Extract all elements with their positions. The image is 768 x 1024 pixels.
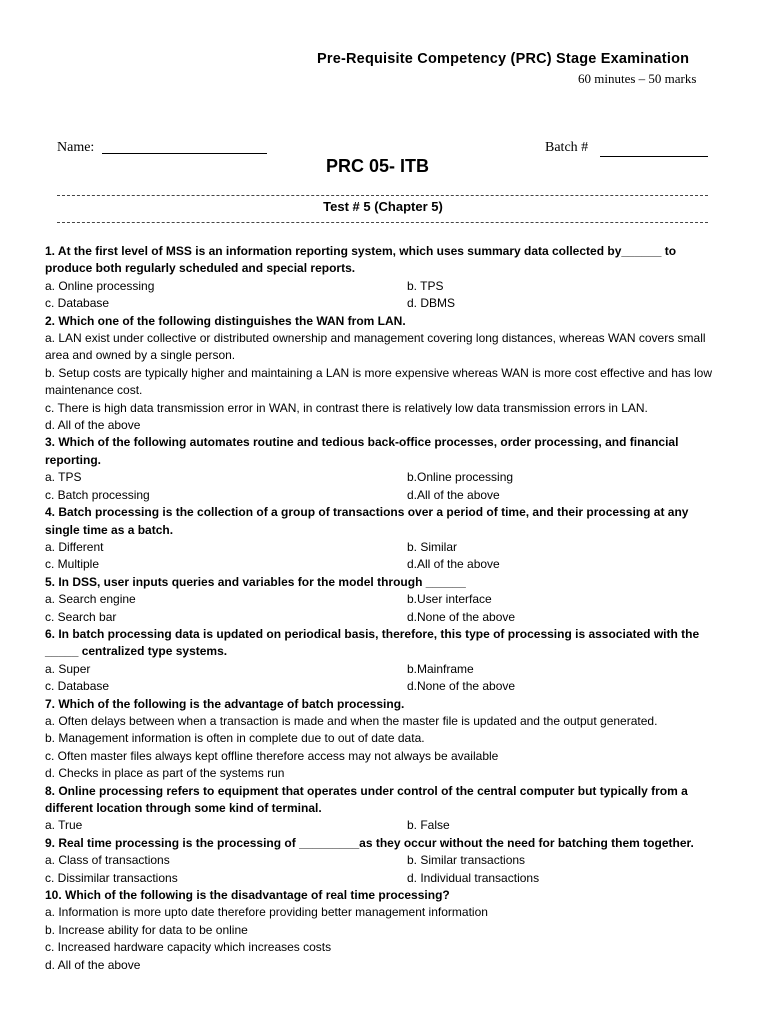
exam-duration-marks: 60 minutes – 50 marks [578, 71, 697, 86]
divider-bottom [57, 222, 708, 223]
question-text: 10. Which of the following is the disadvantage of real time processing? [45, 888, 450, 903]
answer-options [45, 852, 725, 887]
name-label: Name: [57, 140, 95, 155]
name-blank-line [102, 153, 267, 154]
answer-option: b.Mainframe [407, 661, 474, 676]
exam-title: Pre-Requisite Competency (PRC) Stage Examination [317, 51, 690, 67]
batch-field [545, 140, 588, 156]
question-text: 4. Batch processing is the collection of a group of transactions over a period of time, and their processing at any single time as a batch. [45, 505, 689, 537]
answer-option: b. TPS [407, 278, 444, 293]
answer-option: b. Similar [407, 539, 458, 554]
question-block [45, 835, 725, 887]
answer-option: b. Similar transactions [407, 853, 526, 868]
answer-option: a. Information is more upto date therefore providing better management information [45, 905, 488, 920]
answer-option: c. Batch processing [45, 487, 150, 502]
answer-option: a. Different [45, 539, 104, 554]
answer-option: d. DBMS [407, 296, 456, 311]
answer-option: c. Multiple [45, 557, 100, 572]
answer-options [45, 469, 725, 504]
question-text: 6. In batch processing data is updated on periodical basis, therefore, this type of processing is associated with the _____ centralized type systems. [45, 626, 700, 659]
question-block [45, 783, 725, 835]
answer-option: d. All of the above [45, 418, 141, 433]
answer-option: d.None of the above [407, 679, 516, 694]
answer-options [45, 278, 725, 313]
question-block [45, 574, 725, 626]
question-text: 7. Which of the following is the advantage of batch processing. [45, 696, 405, 711]
question-block [45, 434, 725, 504]
answer-option: c. Often master files always kept offline therefore access may not always be available [45, 748, 499, 763]
divider-top [57, 195, 708, 196]
answer-options [45, 904, 725, 974]
question-block [45, 626, 725, 696]
answer-option: d. Individual transactions [407, 870, 540, 885]
answer-options [45, 817, 725, 834]
answer-option: a. True [45, 818, 83, 833]
answer-option: b.Online processing [407, 470, 514, 485]
answer-options [45, 330, 725, 434]
answer-option: a. Search engine [45, 592, 136, 607]
question-list [45, 243, 725, 974]
question-text: 2. Which one of the following distinguishes the WAN from LAN. [45, 313, 406, 328]
answer-option: b. False [407, 818, 450, 833]
answer-option: d.None of the above [407, 609, 516, 624]
answer-option: c. Dissimilar transactions [45, 870, 178, 885]
answer-option: d.All of the above [407, 487, 500, 502]
answer-option: a. Class of transactions [45, 853, 170, 868]
answer-option: c. Database [45, 679, 110, 694]
answer-option: c. There is high data transmission error in WAN, in contrast there is relatively low data transmission errors in LAN. [45, 400, 648, 415]
answer-option: b. Management information is often in complete due to out of date data. [45, 731, 425, 746]
answer-option: a. TPS [45, 470, 82, 485]
answer-options [45, 661, 725, 696]
answer-option: a. Often delays between when a transaction is made and when the master file is updated and the output generated. [45, 713, 658, 728]
answer-option: d. Checks in place as part of the systems run [45, 766, 285, 781]
answer-option: d. All of the above [45, 957, 141, 972]
answer-option: d.All of the above [407, 557, 500, 572]
question-block [45, 696, 725, 783]
answer-options [45, 713, 725, 783]
name-field [57, 140, 94, 156]
answer-option: a. Super [45, 661, 91, 676]
answer-option: a. LAN exist under collective or distributed ownership and management covering long distances, whereas WAN covers small area and owned by a single person. [45, 331, 706, 363]
question-text: 9. Real time processing is the processing of _________as they occur without the need for batching them together. [45, 835, 694, 850]
batch-blank-line [600, 156, 708, 157]
answer-option: c. Increased hardware capacity which increases costs [45, 940, 332, 955]
question-block [45, 313, 725, 435]
answer-option: b. Increase ability for data to be online [45, 922, 248, 937]
answer-option: b.User interface [407, 592, 492, 607]
answer-options [45, 591, 725, 626]
question-block [45, 243, 725, 313]
batch-label: Batch # [545, 140, 589, 155]
question-text: 5. In DSS, user inputs queries and variables for the model through ______ [45, 574, 466, 589]
answer-option: c. Search bar [45, 609, 117, 624]
answer-option: a. Online processing [45, 278, 155, 293]
question-text: 3. Which of the following automates routine and tedious back-office processes, order processing, and financial reporting. [45, 435, 679, 467]
question-block [45, 887, 725, 974]
test-title: Test # 5 (Chapter 5) [323, 199, 443, 214]
question-text: 8. Online processing refers to equipment that operates under control of the central computer but typically from a different location through some kind of terminal. [45, 783, 688, 815]
question-block [45, 504, 725, 574]
course-title: PRC 05- ITB [326, 156, 430, 176]
answer-option: b. Setup costs are typically higher and maintaining a LAN is more expensive whereas WAN is more cost effective and has low maintenance cost. [45, 365, 712, 398]
answer-option: c. Database [45, 296, 110, 311]
answer-options [45, 539, 725, 574]
question-text: 1. At the first level of MSS is an information reporting system, which uses summary data collected by______ to produce both regularly scheduled and special reports. [45, 244, 677, 276]
